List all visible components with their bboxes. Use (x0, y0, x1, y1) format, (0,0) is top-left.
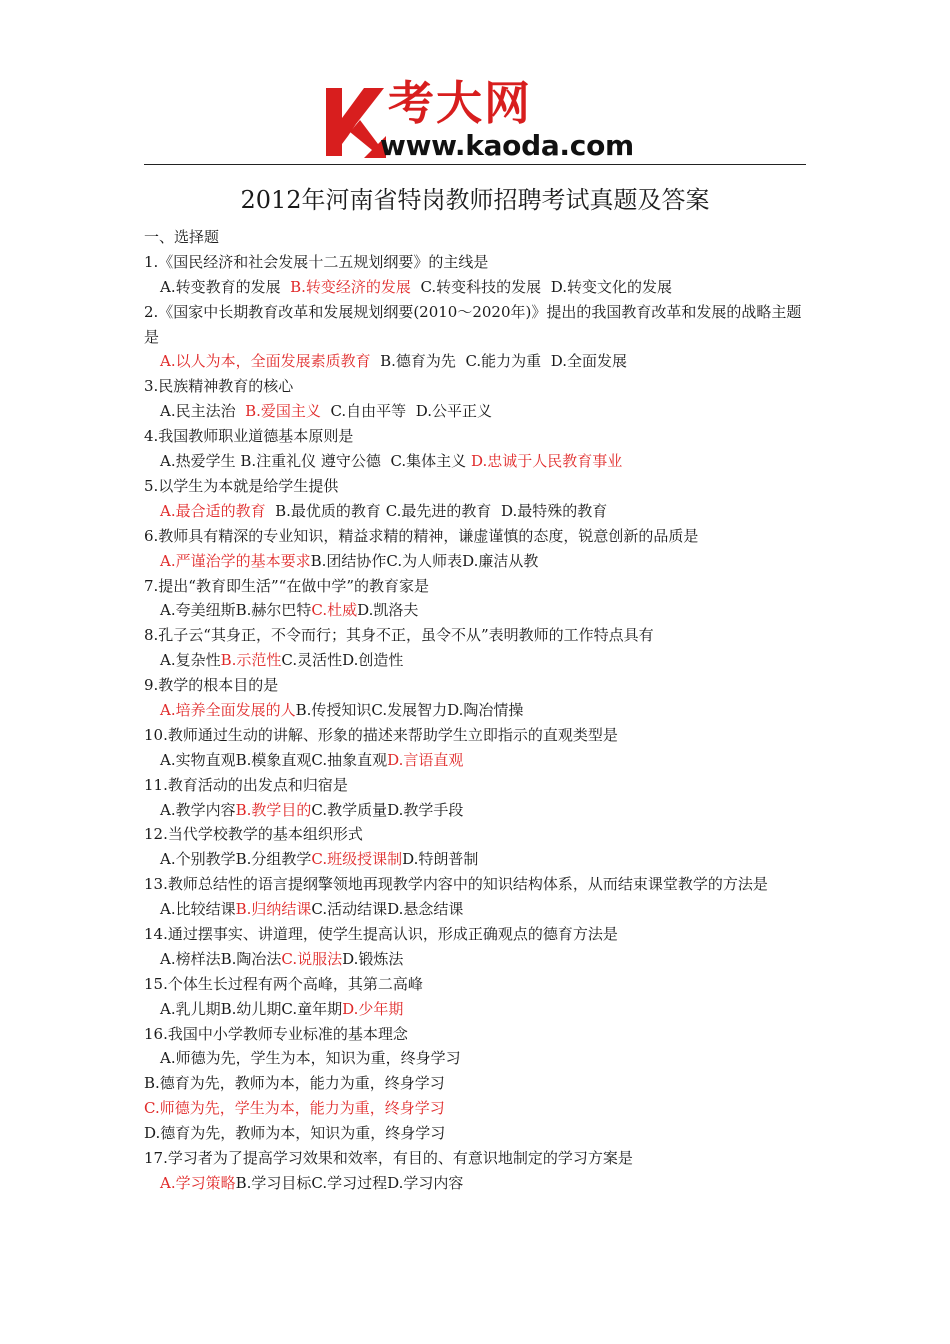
correct-answer-option: C.说服法 (281, 949, 343, 968)
question-options (144, 275, 808, 300)
question-17: 17.学习者为了提高学习效果和效率，有目的、有意识地制定的学习方案是 (144, 1148, 633, 1167)
correct-answer-option: A.培养全面发展的人 (160, 700, 296, 719)
answer-option: B.德育为先 C.能力为重 D.全面发展 (370, 352, 627, 371)
question-options (144, 947, 808, 972)
question-stem: 3.民族精神教育的核心 (144, 377, 294, 396)
question-options (144, 798, 808, 823)
question-16: 16.我国中小学教师专业标准的基本理念 (144, 1024, 408, 1043)
header-divider (144, 164, 806, 165)
correct-answer-option: A.最合适的教育 (160, 501, 266, 520)
answer-option: D.转变文化的发展 (550, 277, 672, 296)
answer-option: A.实物直观B.模象直观C.抽象直观 (160, 750, 388, 769)
section-heading: 一、选择题 (144, 228, 220, 246)
q17-other-options: B.学习目标C.学习过程D.学习内容 (235, 1173, 464, 1192)
answer-option: A.榜样法B.陶冶法 (160, 949, 282, 968)
answer-option: B.团结协作C.为人师表D.廉洁从教 (310, 551, 539, 570)
question-stem: 4.我国教师职业道德基本原则是 (144, 427, 354, 446)
answer-option: B.传授知识C.发展智力D.陶冶情操 (295, 700, 524, 719)
answer-option: A.复杂性 (160, 651, 221, 670)
question-options (144, 997, 808, 1022)
q17-options (144, 1171, 808, 1196)
answer-option: C.自由平等 D.公平正义 (320, 402, 492, 421)
question-options (144, 698, 808, 723)
question-stem: 8.孔子云“其身正，不令而行；其身不正，虽令不从”表明教师的工作特点具有 (144, 626, 654, 645)
correct-answer-option: B.归纳结课 (235, 900, 312, 919)
correct-answer-option: A.严谨治学的基本要求 (160, 551, 311, 570)
q16-option-c-answer: C.师德为先，学生为本，能力为重，终身学习 (144, 1099, 445, 1118)
q16-option-a: A.师德为先，学生为本，知识为重，终身学习 (160, 1049, 461, 1068)
answer-option: C.灵活性D.创造性 (281, 651, 404, 670)
answer-option: C.转变科技的发展 (410, 277, 551, 296)
answer-option: B.最优质的教育 C.最先进的教育 D.最特殊的教育 (265, 501, 608, 520)
q16-option-d: D.德育为先，教师为本，知识为重，终身学习 (144, 1124, 446, 1143)
answer-option: A.夸美纽斯B.赫尔巴特 (160, 601, 312, 620)
answer-option: A.转变教育的发展 (160, 277, 291, 296)
question-options (144, 349, 808, 374)
answer-option: A.乳儿期B.幼儿期C.童年期 (160, 999, 343, 1018)
correct-answer-option: B.转变经济的发展 (290, 277, 411, 296)
question-options (144, 748, 808, 773)
document-body (144, 225, 808, 1196)
header (0, 70, 950, 170)
logo-chinese-text: 考大网 (388, 76, 532, 130)
question-options (144, 549, 808, 574)
correct-answer-option: A.以人为本，全面发展素质教育 (160, 352, 371, 371)
correct-answer-option: D.言语直观 (387, 750, 464, 769)
correct-answer-option: C.班级授课制 (311, 850, 403, 869)
question-stem: 5.以学生为本就是给学生提供 (144, 476, 339, 495)
question-options (144, 449, 808, 474)
answer-option: A.教学内容 (160, 800, 236, 819)
question-stem: 6.教师具有精深的专业知识，精益求精的精神，谦虚谨慎的态度，锐意创新的品质是 (144, 526, 699, 545)
question-options (144, 897, 808, 922)
question-options (144, 847, 808, 872)
question-stem: 7.提出“教育即生活”“在做中学”的教育家是 (144, 576, 429, 595)
q16-option-b: B.德育为先，教师为本，能力为重，终身学习 (144, 1074, 445, 1093)
question-stem: 12.当代学校教学的基本组织形式 (144, 825, 363, 844)
answer-option: C.活动结课D.悬念结课 (311, 900, 464, 919)
question-options (144, 598, 808, 623)
question-options (144, 399, 808, 424)
question-stem: 2.《国家中长期教育改革和发展规划纲要(2010～2020年)》提出的我国教育改革和发展的战略主题是 (144, 302, 802, 346)
answer-option: D.锻炼法 (342, 949, 404, 968)
question-stem: 15.个体生长过程有两个高峰，其第二高峰 (144, 974, 423, 993)
answer-option: A.民主法治 (160, 402, 246, 421)
correct-answer-option: B.爱国主义 (245, 402, 321, 421)
logo-url-text: www.kaoda.com (380, 129, 634, 162)
answer-option: A.热爱学生 B.注重礼仪 遵守公德 C.集体主义 (160, 452, 471, 471)
question-options (144, 499, 808, 524)
correct-answer-option: B.示范性 (220, 651, 282, 670)
page-title: 2012年河南省特岗教师招聘考试真题及答案 (240, 186, 710, 214)
answer-option: A.比较结课 (160, 900, 236, 919)
question-stem: 11.教育活动的出发点和归宿是 (144, 775, 348, 794)
question-stem: 13.教师总结性的语言提纲擎领地再现教学内容中的知识结构体系，从而结束课堂教学的方法是 (144, 875, 768, 894)
question-list (144, 250, 808, 1022)
answer-option: C.教学质量D.教学手段 (311, 800, 464, 819)
question-stem: 10.教师通过生动的讲解、形象的描述来帮助学生立即指示的直观类型是 (144, 725, 618, 744)
question-stem: 14.通过摆事实、讲道理，使学生提高认识，形成正确观点的德育方法是 (144, 924, 618, 943)
answer-option: A.个别教学B.分组教学 (160, 850, 312, 869)
q17-answer: A.学习策略 (160, 1173, 236, 1192)
question-stem: 1.《国民经济和社会发展十二五规划纲要》的主线是 (144, 252, 489, 271)
answer-option: D.凯洛夫 (357, 601, 419, 620)
correct-answer-option: B.教学目的 (235, 800, 312, 819)
kaoda-logo[interactable] (320, 76, 640, 165)
answer-option: D.特朗普制 (402, 850, 479, 869)
question-options (144, 648, 808, 673)
question-stem: 9.教学的根本目的是 (144, 676, 279, 695)
correct-answer-option: D.少年期 (342, 999, 404, 1018)
correct-answer-option: C.杜威 (311, 601, 358, 620)
correct-answer-option: D.忠诚于人民教育事业 (470, 452, 623, 471)
